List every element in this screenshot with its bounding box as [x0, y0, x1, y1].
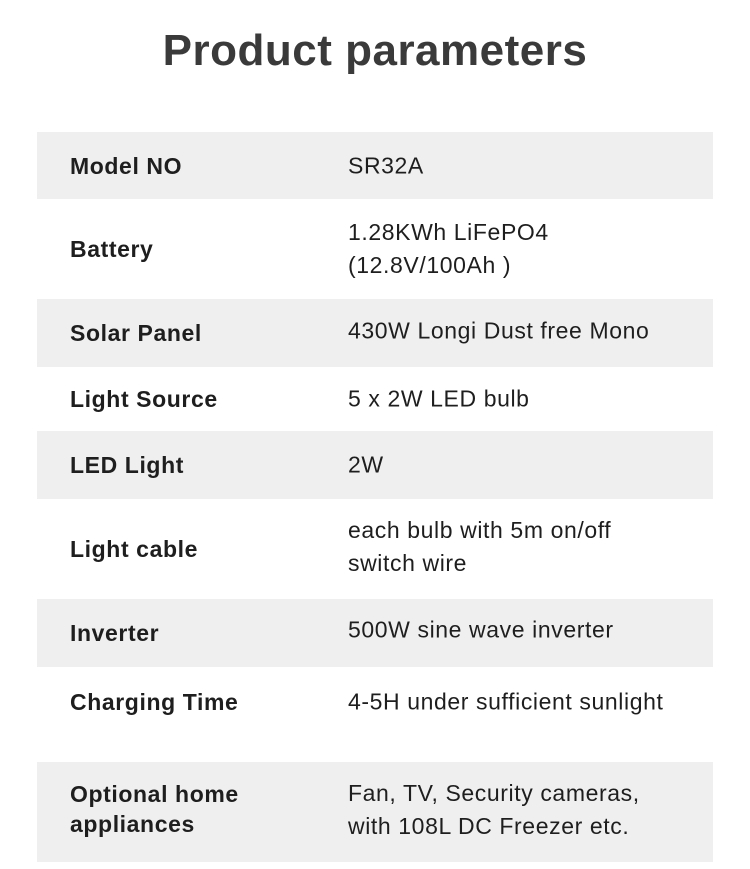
row-value-line: 430W Longi Dust free Mono — [348, 317, 650, 344]
row-label — [70, 687, 238, 717]
row-label — [70, 151, 182, 181]
row-value-line: with 108L DC Freezer etc. — [348, 813, 630, 839]
row-value-line: switch wire — [348, 550, 468, 576]
row-value — [348, 449, 384, 482]
row-value-line: (12.8V/100Ah ) — [348, 252, 512, 278]
row-label-line: Solar Panel — [70, 320, 202, 346]
row-value-line: 500W sine wave inverter — [348, 616, 614, 643]
row-label — [70, 234, 153, 264]
row-value-line: SR32A — [348, 152, 424, 178]
table-row-optional-home-appliances — [37, 762, 713, 862]
row-value — [348, 216, 549, 282]
row-value-line: 1.28KWh LiFePO4 — [348, 219, 549, 245]
row-label-line: appliances — [70, 811, 195, 837]
row-label-line: Optional home — [70, 781, 239, 807]
table-row-led-light — [37, 431, 713, 499]
row-label — [70, 779, 239, 839]
table-row-solar-panel — [37, 299, 713, 367]
table-row-model-no — [37, 132, 713, 199]
row-label-line: Battery — [70, 236, 154, 262]
row-value — [348, 614, 614, 647]
row-value-line: Fan, TV, Security cameras, — [348, 780, 640, 806]
row-value-line: 2W — [348, 451, 384, 478]
row-value-line: 4-5H under sufficient sunlight — [348, 688, 664, 714]
table-row-light-source — [37, 367, 713, 431]
row-label-line: Inverter — [70, 620, 160, 646]
row-label — [70, 534, 198, 564]
row-label-line: LED Light — [70, 452, 184, 478]
row-label-line: Charging Time — [70, 688, 239, 715]
row-label-line: Model NO — [70, 152, 183, 179]
row-label — [70, 618, 159, 648]
table-row-inverter — [37, 599, 713, 667]
row-value — [348, 777, 640, 843]
row-label-line: Light Source — [70, 386, 218, 412]
row-value — [348, 315, 649, 348]
table-row-battery — [37, 199, 713, 299]
row-label — [70, 318, 202, 348]
row-label-line: Light cable — [70, 536, 199, 562]
row-value — [348, 685, 663, 718]
row-value-line: each bulb with 5m on/off — [348, 517, 612, 543]
row-value — [348, 383, 530, 416]
row-label — [70, 384, 218, 414]
table-row-charging-time — [37, 667, 713, 762]
row-value — [348, 514, 611, 580]
table-row-light-cable — [37, 499, 713, 599]
row-value-line: 5 x 2W LED bulb — [348, 385, 530, 412]
page-title: Product parameters — [162, 26, 588, 75]
row-value — [348, 149, 424, 182]
row-label — [70, 450, 184, 480]
